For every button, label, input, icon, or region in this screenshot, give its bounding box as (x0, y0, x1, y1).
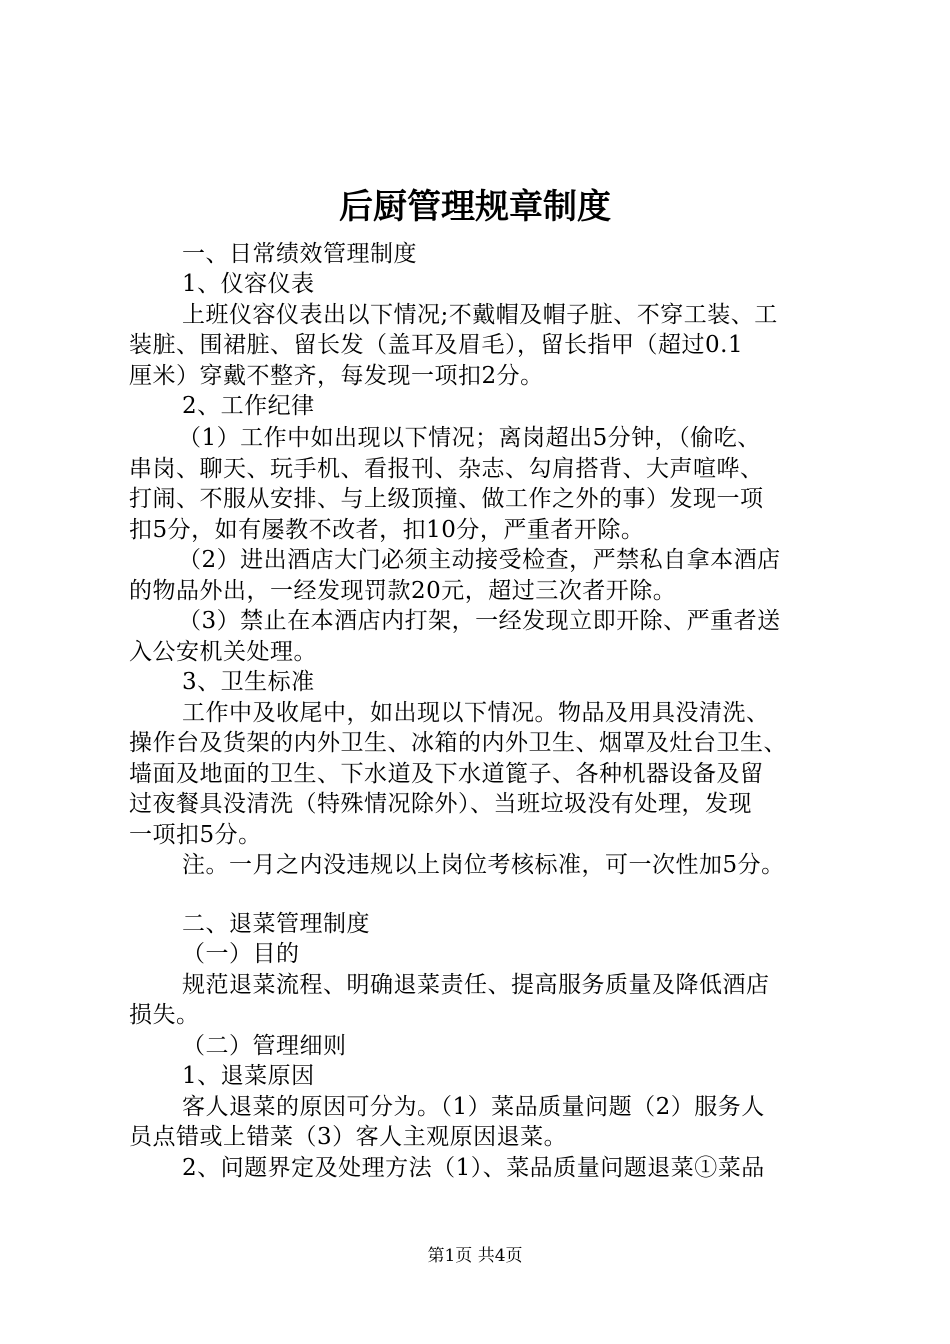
paragraph-line: 厘米）穿戴不整齐，每发现一项扣2分。 (129, 363, 544, 389)
paragraph-line: 的物品外出，一经发现罚款20元，超过三次者开除。 (129, 578, 677, 604)
paragraph-line: 2、问题界定及处理方法（1）、菜品质量问题退菜①菜品 (182, 1155, 765, 1181)
paragraph-line: 规范退菜流程、明确退菜责任、提高服务质量及降低酒店 (182, 972, 770, 998)
page-number-footer: 第1页 共4页 (427, 1246, 523, 1266)
paragraph-line: 扣5分，如有屡教不改者，扣10分，严重者开除。 (129, 517, 645, 543)
paragraph-line: 入公安机关处理。 (129, 639, 317, 665)
paragraph-line: 串岗、聊天、玩手机、看报刊、杂志、勾肩搭背、大声喧哗、 (129, 456, 764, 482)
paragraph-line: 上班仪容仪表出以下情况;不戴帽及帽子脏、不穿工装、工 (182, 302, 778, 328)
paragraph-line: 装脏、围裙脏、留长发（盖耳及眉毛），留长指甲（超过0.1 (129, 332, 744, 358)
section-heading-1: 一、日常绩效管理制度 (182, 241, 417, 267)
subsection-heading: 2、工作纪律 (182, 393, 315, 419)
subsection-heading: 3、卫生标准 (182, 669, 315, 695)
paragraph-line: 工作中及收尾中，如出现以下情况。物品及用具没清洗、 (182, 700, 770, 726)
paragraph-line: 操作台及货架的内外卫生、冰箱的内外卫生、烟罩及灶台卫生、 (129, 730, 787, 756)
paragraph-line: 一项扣5分。 (129, 822, 262, 848)
paragraph-line: 客人退菜的原因可分为。（1）菜品质量问题（2）服务人 (182, 1094, 765, 1120)
subsection-heading: 1、仪容仪表 (182, 271, 315, 297)
document-title: 后厨管理规章制度 (339, 187, 611, 227)
paragraph-line: 打闹、不服从安排、与上级顶撞、做工作之外的事）发现一项 (129, 486, 764, 512)
paragraph-line: （2）进出酒店大门必须主动接受检查，严禁私自拿本酒店 (178, 547, 781, 573)
paragraph-line: （1）工作中如出现以下情况；离岗超出5分钟，（偷吃、 (178, 425, 761, 451)
paragraph-line: 过夜餐具没清洗（特殊情况除外）、当班垃圾没有处理，发现 (129, 791, 752, 817)
section-heading-2: 二、退菜管理制度 (182, 911, 370, 937)
subsection-heading: 1、退菜原因 (182, 1063, 315, 1089)
note-line: 注。一月之内没违规以上岗位考核标准，可一次性加5分。 (182, 852, 785, 878)
subsection-heading: （二）管理细则 (182, 1033, 347, 1059)
paragraph-line: （3）禁止在本酒店内打架，一经发现立即开除、严重者送 (178, 608, 781, 634)
subsection-heading: （一）目的 (182, 941, 300, 967)
paragraph-line: 墙面及地面的卫生、下水道及下水道篦子、各种机器设备及留 (129, 761, 764, 787)
paragraph-line: 员点错或上错菜（3）客人主观原因退菜。 (129, 1124, 568, 1150)
paragraph-line: 损失。 (129, 1002, 200, 1028)
